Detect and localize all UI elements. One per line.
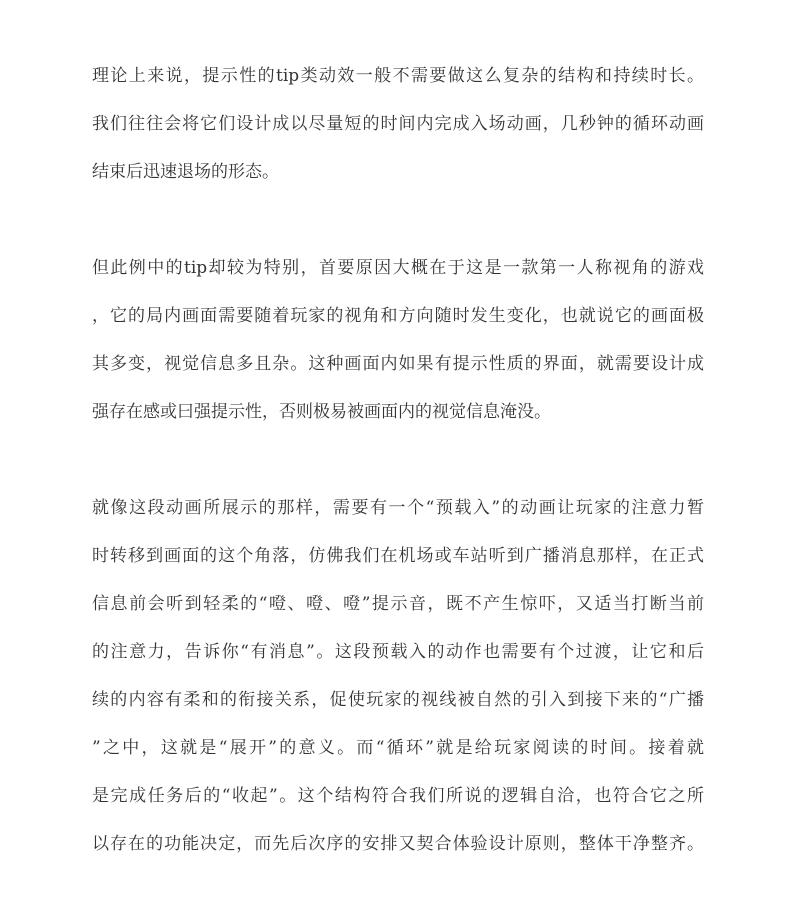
- text-line: 就像这段动画所展示的那样，需要有一个“预载入”的动画让玩家的注意力暂: [92, 498, 704, 518]
- text-line: 我们往往会将它们设计成以尽量短的时间内完成入场动画，几秒钟的循环动画: [92, 114, 704, 134]
- text-line: 续的内容有柔和的衔接关系，促使玩家的视线被自然的引入到接下来的“广播: [92, 690, 704, 710]
- text-line: 时转移到画面的这个角落，仿佛我们在机场或车站听到广播消息那样，在正式: [92, 546, 704, 566]
- text-line: 结束后迅速退场的形态。: [92, 162, 279, 182]
- text-line: ，它的局内画面需要随着玩家的视角和方向随时发生变化，也就说它的画面极: [92, 306, 704, 326]
- text-line: 理论上来说，提示性的tip类动效一般不需要做这么复杂的结构和持续时长。: [92, 66, 704, 86]
- text-line: 但此例中的tip却较为特别，首要原因大概在于这是一款第一人称视角的游戏: [92, 258, 704, 278]
- article-body: [92, 52, 706, 916]
- text-line: 是完成任务后的“收起”。这个结构符合我们所说的逻辑自洽，也符合它之所: [92, 786, 704, 806]
- paragraph-3: [92, 484, 706, 868]
- text-line: 以存在的功能决定，而先后次序的安排又契合体验设计原则，整体干净整齐。: [92, 834, 704, 854]
- text-line: 其多变，视觉信息多且杂。这种画面内如果有提示性质的界面，就需要设计成: [92, 354, 704, 374]
- text-line: 信息前会听到轻柔的“噔、噔、噔”提示音，既不产生惊吓，又适当打断当前: [92, 594, 704, 614]
- paragraph-1: [92, 52, 706, 196]
- text-line: 强存在感或曰强提示性，否则极易被画面内的视觉信息淹没。: [92, 402, 551, 422]
- text-line: 的注意力，告诉你“有消息”。这段预载入的动作也需要有个过渡，让它和后: [92, 642, 704, 662]
- text-line: ”之中，这就是“展开”的意义。而“循环”就是给玩家阅读的时间。接着就: [92, 738, 704, 758]
- paragraph-2: [92, 244, 706, 436]
